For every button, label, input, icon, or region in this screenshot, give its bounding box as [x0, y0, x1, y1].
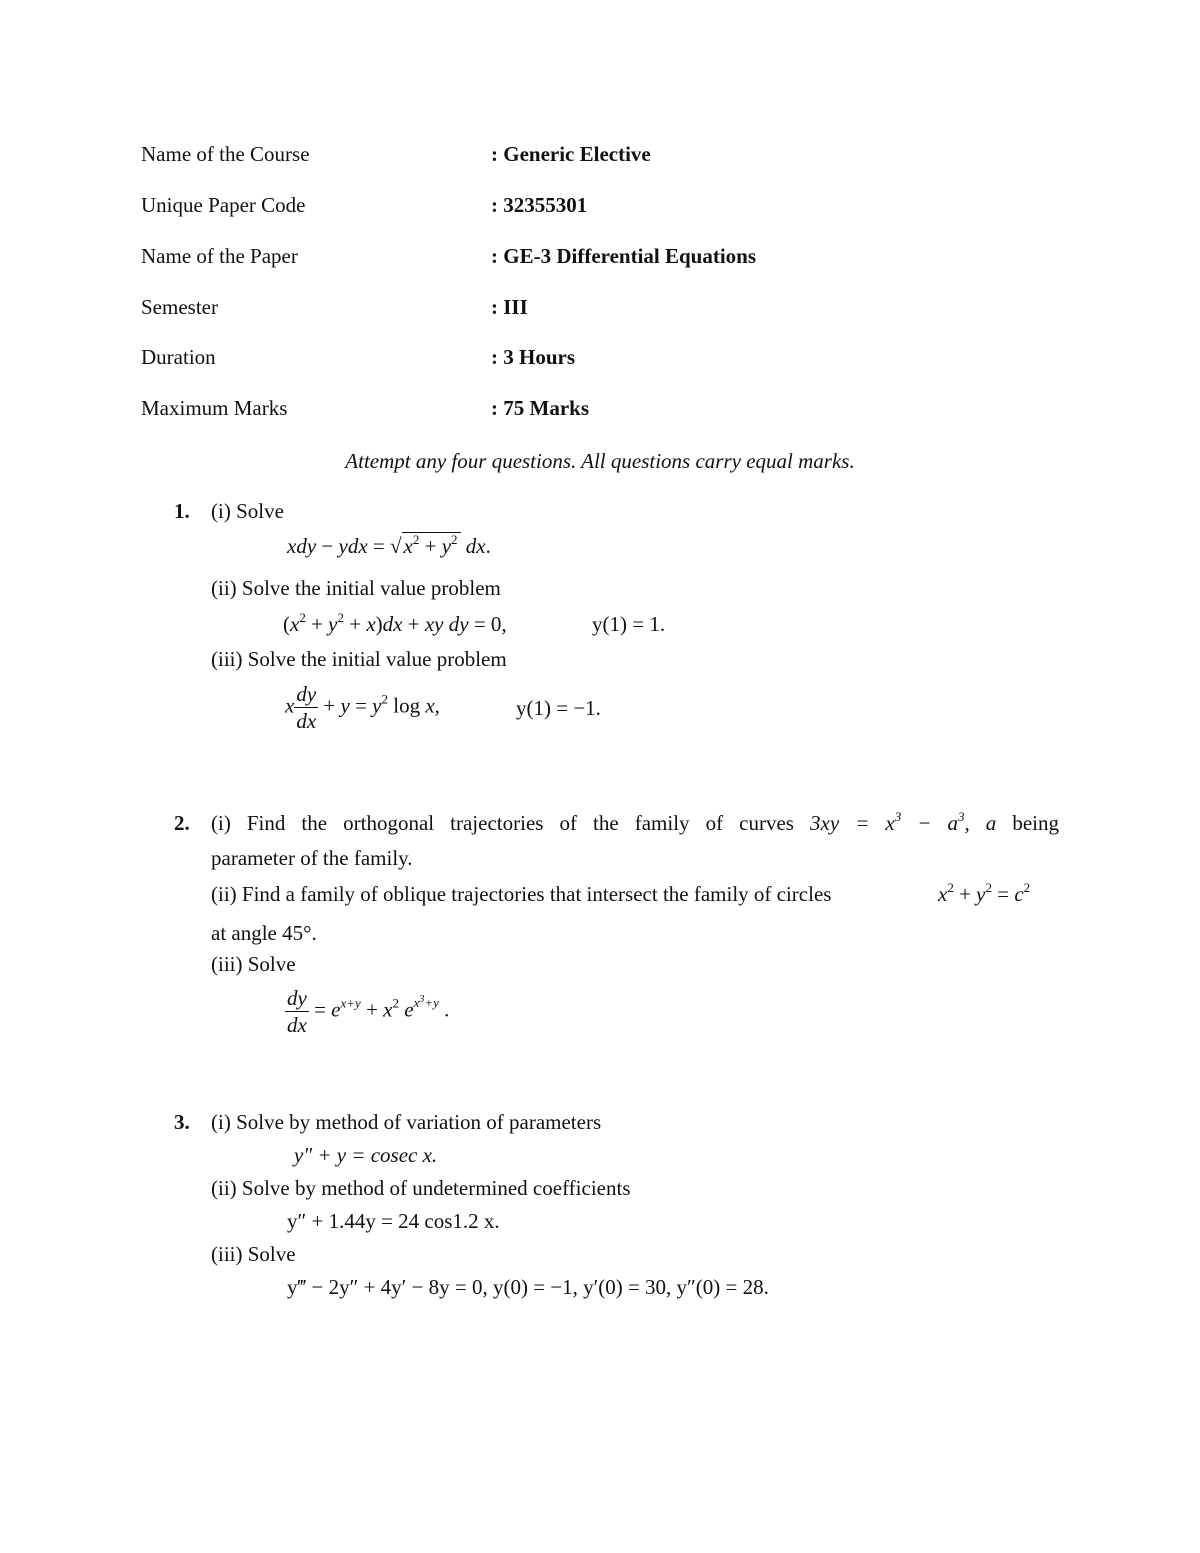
header-value: : GE-3 Differential Equations — [491, 244, 757, 268]
part-i-text: (i) Solve — [211, 499, 284, 523]
part-i-text: (i) Solve by method of variation of parameters — [211, 1110, 602, 1134]
header-label: Duration — [141, 345, 216, 369]
header-value: : 32355301 — [491, 193, 588, 217]
header-label: Name of the Paper — [141, 244, 298, 268]
instruction-text: Attempt any four questions. All questions carry equal marks. — [345, 449, 855, 473]
question-number: 2. — [174, 811, 190, 835]
equation-q1-iii: x $\frac{dy}{dx}$ + $y = y^2$ log x, — [285, 682, 440, 733]
part-i-text: (i) Find the orthogonal trajectories of the family of curves — [211, 811, 794, 835]
equation-q2-i: $3xy = x^3 - a^3$, a — [810, 809, 997, 835]
question-number: 3. — [174, 1110, 190, 1134]
equation-q2-ii: $x^2 + y^2 = c^2$ — [938, 880, 1031, 906]
equation-q1-ii: $(x^2 + y^2 + x)dx$ + xy dy = 0, — [283, 610, 507, 636]
part-i-text-cont: parameter of the family. — [211, 846, 413, 870]
header-value: : III — [491, 295, 528, 319]
part-iii-text: (iii) Solve the initial value problem — [211, 647, 507, 671]
equation-q3-ii: y″ + 1.44y = 24 cos1.2 x. — [287, 1209, 500, 1233]
part-ii-text: (ii) Solve by method of undetermined coefficients — [211, 1176, 631, 1200]
part-i-being: being — [1012, 811, 1059, 835]
part-iii-text: (iii) Solve — [211, 952, 296, 976]
question-number: 1. — [174, 499, 190, 523]
part-ii-text-cont: at angle 45°. — [211, 921, 317, 945]
header-value: : 3 Hours — [491, 345, 575, 369]
part-iii-text: (iii) Solve — [211, 1242, 296, 1266]
condition-q1-iii: y(1) = −1. — [516, 696, 601, 720]
header-label: Semester — [141, 295, 218, 319]
condition-q1-ii: y(1) = 1. — [592, 612, 666, 636]
part-ii-text: (ii) Find a family of oblique trajectories that intersect the family of circles — [211, 882, 832, 906]
header-label: Unique Paper Code — [141, 193, 306, 217]
equation-q1-i: xdy − ydx = $√x^2 + y^2$ dx. — [287, 532, 491, 558]
header-value: : Generic Elective — [491, 142, 651, 166]
equation-q3-i: y″ + y = cosec x. — [294, 1143, 438, 1167]
part-i-line — [211, 811, 1059, 836]
equation-q3-iii: y‴ − 2y″ + 4y′ − 8y = 0, y(0) = −1, y′(0) = 30, y″(0) = 28. — [287, 1275, 769, 1299]
header-label: Name of the Course — [141, 142, 310, 166]
header-label: Maximum Marks — [141, 396, 288, 420]
part-ii-text: (ii) Solve the initial value problem — [211, 576, 501, 600]
equation-q2-iii: $\frac{dy}{dx}$ = $e^{x+y} + x^2$ $e^{x^3+y}$ . — [287, 986, 450, 1037]
header-value: : 75 Marks — [491, 396, 589, 420]
